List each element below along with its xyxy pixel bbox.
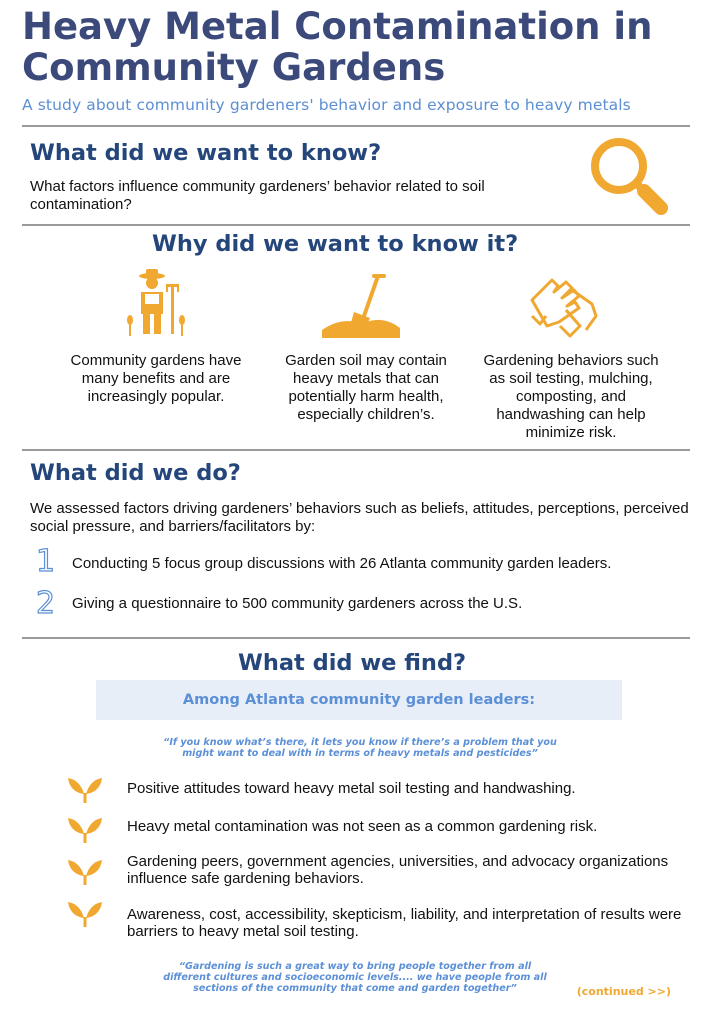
heading-want-to-know: What did we want to know? [30,140,382,166]
sprout-icon [66,776,104,804]
finding-item: Positive attitudes toward heavy metal soil testing and handwashing. [127,780,576,797]
continued-link[interactable]: (continued >>) [576,985,671,998]
step-text: Giving a questionnaire to 500 community gardeners across the U.S. [72,595,523,612]
finding-item: Heavy metal contamination was not seen as a common gardening risk. [127,818,598,835]
finding-item: Awareness, cost, accessibility, skepticism, liability, and interpretation of results were barriers to heavy metal soil testing. [127,906,682,940]
divider [22,224,690,226]
what-we-did-intro: We assessed factors driving gardeners’ behaviors such as beliefs, attitudes, perceptions, perceived social pressure, and barriers/facilitators by: [30,500,689,535]
why-item-behaviors: Gardening behaviors such as soil testing, mulching, composting, and handwashing can help minimize risk. [483,352,659,441]
sprout-icon [66,900,104,928]
page-subtitle: A study about community gardeners' behavior and exposure to heavy metals [22,96,631,114]
want-to-know-text: What factors influence community gardeners’ behavior related to soil contamination? [30,178,485,213]
farmer-icon [125,268,187,340]
step-text: Conducting 5 focus group discussions with 26 Atlanta community garden leaders. [72,555,612,572]
divider [22,637,690,639]
heading-why: Why did we want to know it? [152,231,519,257]
quote-bottom: “Gardening is such a great way to bring people together from all different cultures and socioeconomic levels.... we have people from all sections of the community that come and garden together” [163,961,547,994]
why-item-soil: Garden soil may contain heavy metals that can potentially harm health, especially children’s. [285,352,447,423]
step-number: 2 [36,586,56,621]
step-number: 1 [36,544,56,579]
handwashing-icon [526,270,606,342]
magnifying-glass-icon [585,132,671,218]
heading-what-we-found: What did we find? [238,650,467,676]
quote-top: “If you know what’s there, it lets you know if there’s a problem that you might want to deal with in terms of heavy metals and pesticides” [163,737,557,759]
sprout-icon [66,816,104,844]
shovel-soil-icon [318,272,404,344]
sprout-icon [66,858,104,886]
findings-banner: Among Atlanta community garden leaders: [96,680,622,720]
heading-what-we-did: What did we do? [30,460,241,486]
list-item [36,544,696,581]
list-item [36,586,696,623]
finding-item: Gardening peers, government agencies, universities, and advocacy organizations influence safe gardening behaviors. [127,853,669,887]
divider [22,125,690,127]
why-item-benefits: Community gardens have many benefits and are increasingly popular. [70,352,242,405]
page-title: Heavy Metal Contamination in Community Gardens [22,5,653,89]
divider [22,449,690,451]
